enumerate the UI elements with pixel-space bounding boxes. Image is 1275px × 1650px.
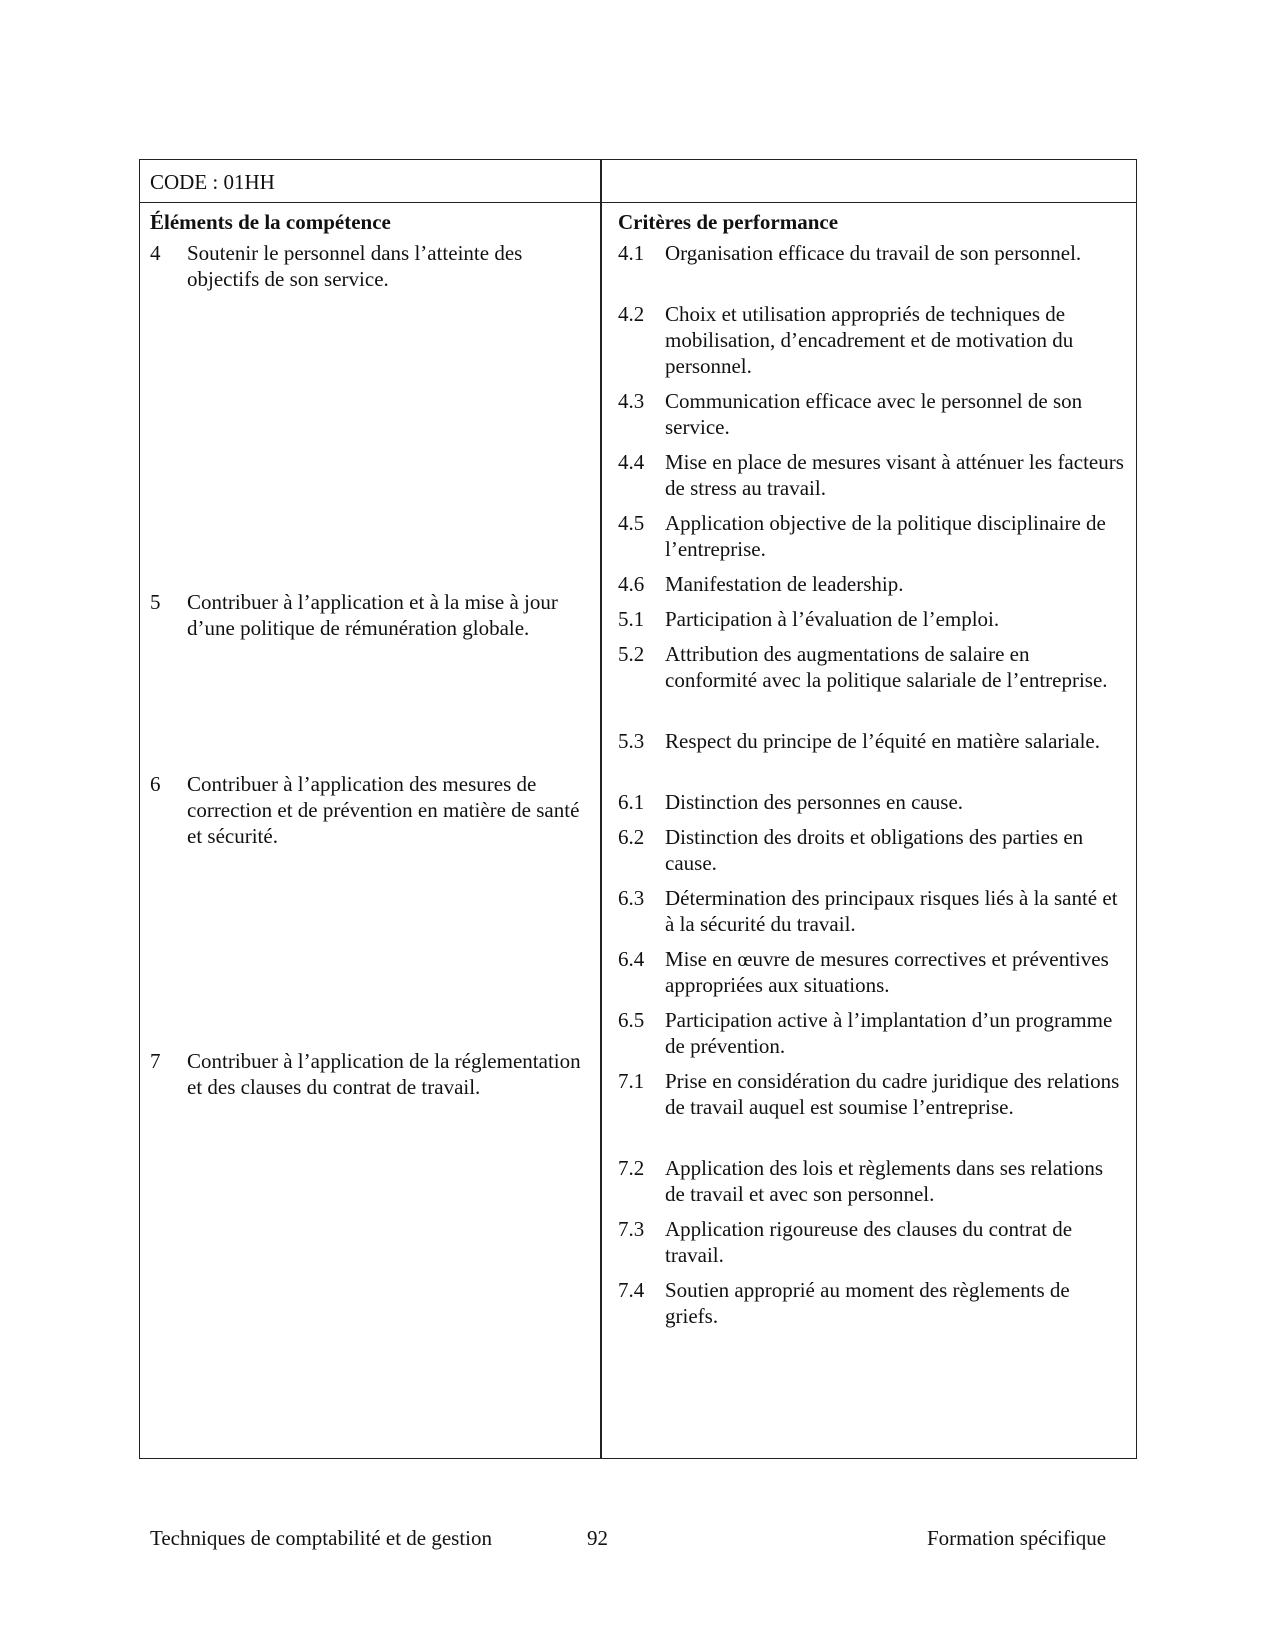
element-text: Contribuer à l’application de la réglementation et des clauses du contrat de travail. [187,1049,581,1099]
criterion-number: 5.2 [618,642,645,666]
criterion-number: 6.5 [618,1008,645,1032]
criterion-text: Participation active à l’implantation d’un programme de prévention. [665,1008,1113,1058]
criterion-number: 4.6 [618,572,645,596]
criterion-text: Détermination des principaux risques liés à la santé et à la sécurité du travail. [665,886,1118,936]
criterion-text: Attribution des augmentations de salaire en conformité avec la politique salariale de l’entreprise. [665,642,1108,692]
element-text: Contribuer à l’application des mesures de correction et de prévention en matière de santé et sécurité. [187,772,580,848]
criterion-text: Prise en considération du cadre juridique des relations de travail auquel est soumise l’entreprise. [665,1069,1120,1119]
criterion-number: 7.3 [618,1217,645,1241]
header-divider [140,202,1136,203]
criterion-number: 4.3 [618,389,645,413]
criterion-text: Mise en place de mesures visant à atténuer les facteurs de stress au travail. [665,450,1124,500]
criterion-number: 7.4 [618,1278,645,1302]
criterion-number: 6.4 [618,947,645,971]
criterion-number: 5.1 [618,607,645,631]
code-label: CODE : 01HH [150,170,275,194]
criterion-number: 6.2 [618,825,645,849]
footer-section: Formation spécifique [927,1526,1107,1550]
criterion-number: 4.1 [618,241,645,265]
element-number: 6 [150,772,161,796]
element-text: Soutenir le personnel dans l’atteinte des objectifs de son service. [187,241,523,291]
criterion-text: Organisation efficace du travail de son personnel. [665,241,1082,265]
criterion-number: 6.3 [618,886,645,910]
criterion-text: Respect du principe de l’équité en matière salariale. [665,729,1100,753]
elements-heading: Éléments de la compétence [150,210,391,234]
criterion-text: Application objective de la politique disciplinaire de l’entreprise. [665,511,1106,561]
element-number: 7 [150,1049,161,1073]
competency-table [139,159,1137,1459]
criterion-text: Mise en œuvre de mesures correctives et préventives appropriées aux situations. [665,947,1109,997]
criterion-number: 7.2 [618,1156,645,1180]
column-divider [600,160,602,1458]
element-number: 5 [150,590,161,614]
criterion-text: Application rigoureuse des clauses du contrat de travail. [665,1217,1073,1267]
criterion-number: 4.4 [618,450,645,474]
criterion-text: Communication efficace avec le personnel de son service. [665,389,1083,439]
criterion-number: 5.3 [618,729,645,753]
criterion-text: Participation à l’évaluation de l’emploi. [665,607,1000,631]
element-text: Contribuer à l’application et à la mise à jour d’une politique de rémunération globale. [187,590,558,640]
criterion-text: Distinction des personnes en cause. [665,790,964,814]
criterion-number: 7.1 [618,1069,645,1093]
criterion-text: Distinction des droits et obligations des parties en cause. [665,825,1084,875]
criterion-text: Manifestation de leadership. [665,572,904,596]
criterion-text: Application des lois et règlements dans ses relations de travail et avec son personnel. [665,1156,1103,1206]
criterion-number: 4.5 [618,511,645,535]
criterion-number: 4.2 [618,302,645,326]
criteria-heading: Critères de performance [618,210,839,234]
element-number: 4 [150,241,161,265]
criterion-number: 6.1 [618,790,645,814]
page-number: 92 [587,1526,608,1550]
footer-program: Techniques de comptabilité et de gestion [150,1526,493,1550]
criterion-text: Choix et utilisation appropriés de techniques de mobilisation, d’encadrement et de motivation du personnel. [665,302,1074,378]
criterion-text: Soutien approprié au moment des règlements de griefs. [665,1278,1070,1328]
